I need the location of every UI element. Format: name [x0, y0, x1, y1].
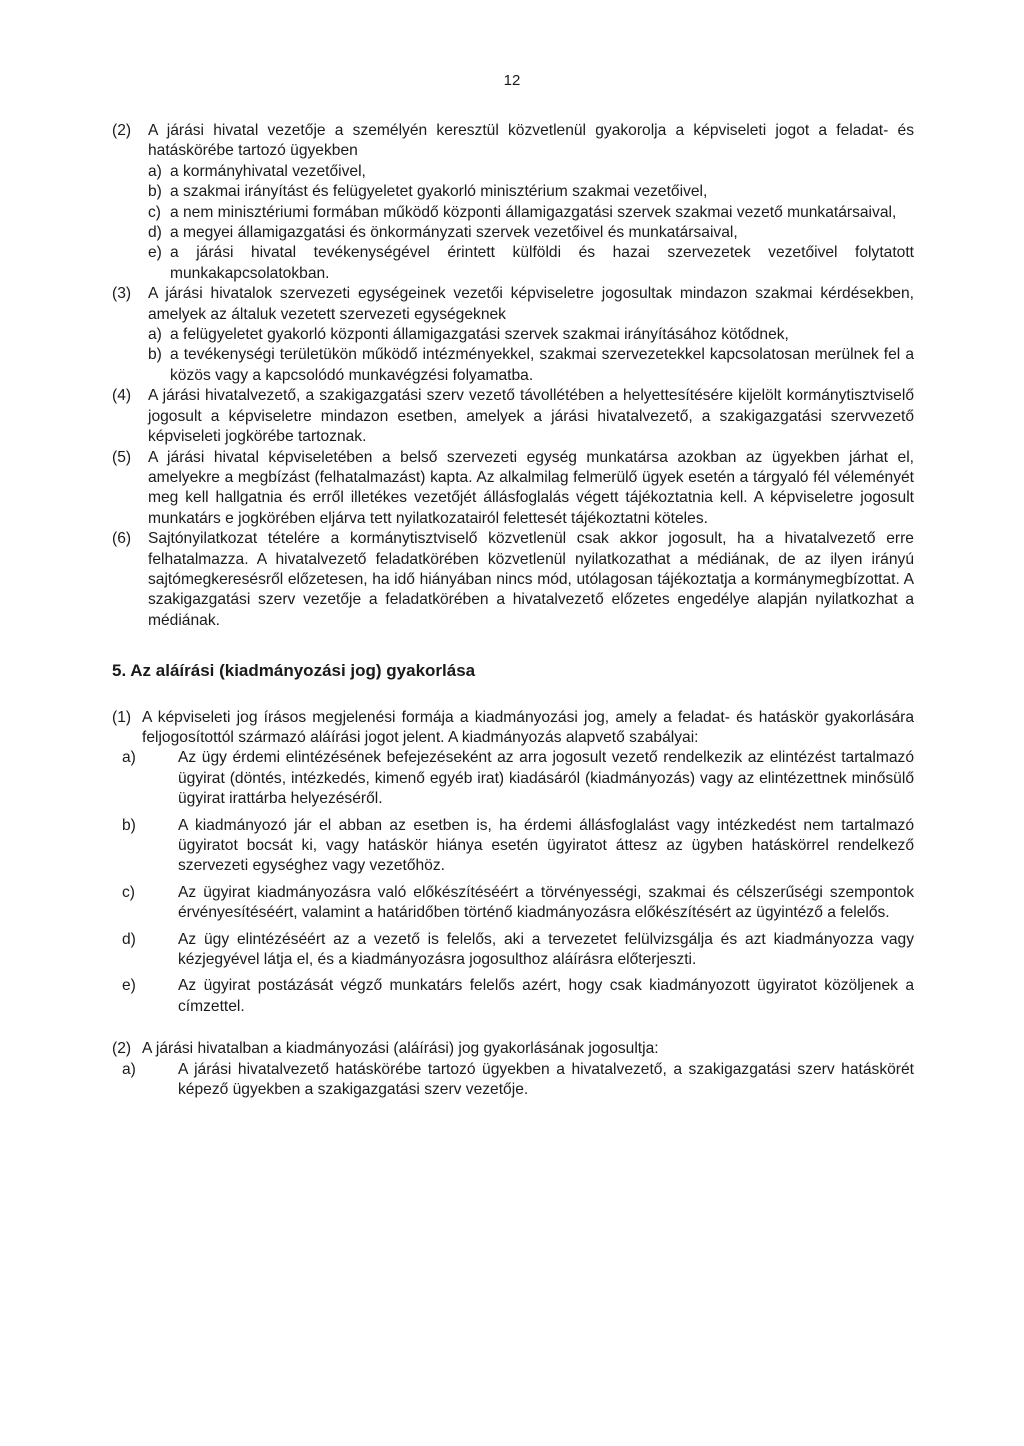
list-item-text: Az ügyirat postázását végző munkatárs felelős azért, hogy csak kiadmányozott ügyiratot közöljenek a címzettel. [178, 977, 914, 1015]
list-item-label: d) [148, 224, 162, 242]
list-item-label: c) [122, 883, 135, 901]
list-item-text: Az ügy elintézéséért az a vezető is felelős, aki a tervezetet felülvizsgálja és azt kiadmányozza vagy kézjegyével látja el, és a kiadmányozásra jogosulthoz aláírásra előterjeszti. [178, 930, 914, 969]
list-item [112, 976, 914, 1017]
list-item-text: a tevékenységi területükön működő intézményekkel, szakmai szervezetekkel kapcsolatosan merülnek fel a közös vagy a kapcsolódó munkavégzési folyamatba. [170, 346, 914, 384]
list-item-label: a) [148, 326, 162, 344]
list-item-text: Az ügy érdemi elintézésének befejezéseként az arra jogosult vezető rendelkezik az elintézést tartalmazó ügyirat (döntés, intézkedés, kimenő egyéb irat) kiadásáról (kiadmányozás) vagy az elintézettnek minősülő ügyirat irattárba helyezéséről. [178, 749, 914, 808]
list-item-text: a nem minisztériumi formában működő központi államigazgatási szervek szakmai vezető munkatársaival, [170, 203, 897, 221]
list-item-label: b) [148, 183, 162, 201]
list-item-label: d) [122, 930, 136, 948]
paragraph-4 [112, 386, 914, 447]
paragraph-3 [112, 284, 914, 386]
paragraph-number: (1) [112, 708, 132, 726]
list-item-text: a megyei államigazgatási és önkormányzati szervek vezetőivel és munkatársaival, [170, 224, 738, 242]
list-item-label: a) [122, 1060, 136, 1078]
paragraph-6 [112, 529, 914, 631]
paragraph-number: (2) [112, 1040, 132, 1058]
list-item-label: b) [148, 346, 162, 364]
paragraph-text: A képviseleti jog írásos megjelenési formája a kiadmányozási jog, amely a feladat- és hatáskör gyakorlására feljogosítottól származó aláírási jogot jelent. A kiadmányozás alapvető szabályai: [142, 708, 914, 746]
section-heading: 5. Az aláírási (kiadmányozási jog) gyakorlása [112, 661, 476, 681]
document-body [112, 121, 914, 1100]
list-item [148, 325, 914, 345]
list-item [148, 243, 914, 284]
list-item [148, 223, 914, 243]
list-item-label: c) [148, 203, 161, 221]
page-number: 12 [503, 72, 521, 89]
paragraph-number: (2) [112, 122, 132, 139]
list-item-label: e) [148, 244, 162, 262]
list-item [148, 345, 914, 386]
paragraph-number: (5) [112, 448, 132, 466]
paragraph-text: A járási hivatal vezetője a személyén keresztül közvetlenül gyakorolja a képviseleti jogot a feladat- és hatáskörébe tartozó ügyekben [148, 122, 914, 160]
section-5 [112, 708, 914, 1101]
list-item [112, 816, 914, 877]
paragraph-text: A járási hivatalvezető, a szakigazgatási szerv vezető távollétében a helyettesítésére kijelölt kormánytisztviselő jogosult a képviseletre mindazon esetben, amelyek a járási hivatalvezető, a szakigazgatási szervvezető képviseleti jogkörébe tartoznak. [148, 387, 914, 446]
list-item [112, 883, 914, 924]
list-item-label: b) [122, 816, 136, 834]
list-item [148, 182, 914, 202]
list-item-text: a járási hivatal tevékenységével érintett külföldi és hazai szervezetek vezetőivel folytatott munkakapcsolatokban. [170, 244, 914, 282]
paragraph-text: Sajtónyilatkozat tételére a kormánytisztviselő közvetlenül csak akkor jogosult, ha a hivatalvezető erre felhatalmazza. A hivatalvezető feladatkörében közvetlenül nyilatkozathat a médiának, de az ilyen irányú sajtómegkeresésről előzetesen, ha idő hiányában nincs mód, utólagosan tájékoztatja a kormánymegbízottat. A szakigazgatási szerv vezetője a feladatkörében a hivatalvezető előzetes engedélye alapján nyilatkozhat a médiának. [148, 530, 914, 629]
list-item-text: A kiadmányozó jár el abban az esetben is, ha érdemi állásfoglalást vagy intézkedést nem tartalmazó ügyiratot bocsát ki, vagy hatáskör hiánya esetén ügyiratot áttesz az ügyben hatáskörrel rendelkező szervezeti egységhez vagy vezetőhöz. [178, 816, 914, 875]
list-item-label: a) [148, 162, 162, 180]
list-item-text: A járási hivatalvezető hatáskörébe tartozó ügyekben a hivatalvezető, a szakigazgatási szerv hatáskörét képező ügyekben a szakigazgatási szerv vezetője. [178, 1060, 914, 1099]
paragraph-text: A járási hivatalok szervezeti egységeinek vezetői képviseletre jogosultak mindazon szakmai kérdésekben, amelyek az általuk vezetett szervezeti egységeknek [148, 285, 914, 323]
paragraph-number: (3) [112, 285, 132, 303]
section-5-paragraph-2 [112, 1039, 914, 1059]
list-item [112, 930, 914, 971]
list-item [148, 203, 914, 223]
section-5-paragraph-1 [112, 708, 914, 749]
paragraph-number: (6) [112, 530, 132, 548]
paragraph-text: A járási hivatal képviseletében a belső szervezeti egység munkatársa azokban az ügyekben járhat el, amelyekre a megbízást (felhatalmazást) kapta. Az alkalmilag felmerülő ügyek esetén a tárgyaló fél véleményét meg kell hallgatnia és erről illetékes vezetőjét állásfoglalás végett tájékoztatnia kell. A képviseletre jogosult munkatárs e jogkörében eljárva tett nyilatkozatairól felettesét tájékoztatni köteles. [148, 448, 914, 527]
list-item-text: a szakmai irányítást és felügyeletet gyakorló minisztérium szakmai vezetőivel, [170, 183, 708, 201]
list-item [148, 162, 914, 182]
list-item-text: a kormányhivatal vezetőivel, [170, 162, 366, 180]
list-item-label: e) [122, 977, 136, 995]
paragraph-5 [112, 448, 914, 530]
paragraph-2 [112, 121, 914, 284]
list-item-label: a) [122, 749, 136, 767]
paragraph-number: (4) [112, 387, 132, 405]
list-item-text: a felügyeletet gyakorló központi államigazgatási szervek szakmai irányításához kötődnek, [170, 326, 789, 344]
list-item [112, 1060, 914, 1101]
paragraph-text: A járási hivatalban a kiadmányozási (aláírási) jog gyakorlásának jogosultja: [142, 1040, 659, 1058]
list-item [112, 748, 914, 809]
list-item-text: Az ügyirat kiadmányozásra való előkészítéséért a törvényességi, szakmai és célszerűségi szempontok érvényesítéséért, valamint a határidőben történő kiadmányozásra előkészítésért az ügyintéző a felelős. [178, 883, 914, 922]
